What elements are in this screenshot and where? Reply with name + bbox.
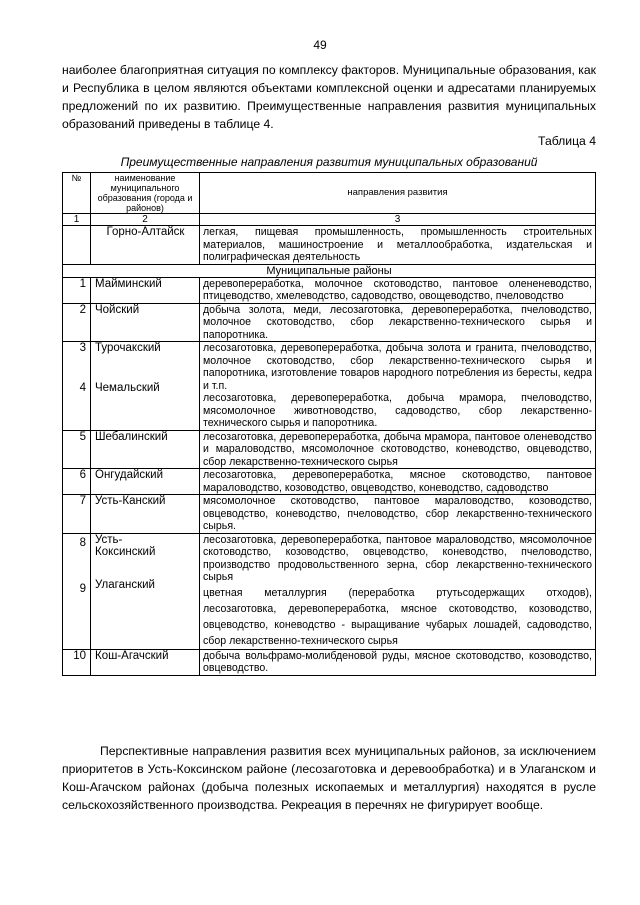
row-directions: лесозаготовка, деревопереработка, добыча золота и гранита, пчеловодство, молочное скотоводство, сбор лекарственно-технического сырья и папоротника, изготовление товаров народного потребления из бересты, кедра и т.п. (203, 342, 592, 392)
row-directions: добыча золота, меди, лесозаготовка, деревопереработка, пчеловодство, молочное скотоводство, сбор лекарственно-технического сырья и папоротника. (200, 303, 596, 342)
row-name: Усть-Коксинский (95, 533, 156, 558)
row-name-pair (91, 533, 200, 649)
row-num-pair (63, 533, 91, 649)
row-directions: добыча вольфрамо-молибденовой руды, мясное скотоводство, козоводство, овцеводство. (200, 649, 596, 675)
index-cell: 2 (91, 214, 200, 226)
row-num: 10 (63, 649, 91, 675)
table-row (63, 469, 596, 495)
row-directions: лесозаготовка, деревопереработка, пантовое мараловодство, мясомолочное скотоводство, козоводство, овцеводство, коневодство, пчеловодство, производство продовольственного зерна, сбор лекарственно-технического сырья (203, 533, 592, 583)
table-row (63, 277, 596, 303)
row-directions-pair (200, 533, 596, 649)
table-row (63, 430, 596, 469)
row-directions: деревопереработка, молочное скотоводство, пантовое олененеводство, птицеводство, хмелеводство, садоводство, овощеводство, пчеловодство (200, 277, 596, 303)
row-directions: цветная металлургия (переработка ртутьсодержащих отходов), лесозаготовка, деревопереработка, мясное скотоводство, козоводство, овцеводство, коневодство - выращивание чубарых лошадей, садоводство, сбор лекарственно-технического сырья (203, 586, 592, 647)
row-num-pair (63, 342, 91, 431)
row-num: 7 (63, 495, 91, 534)
index-cell: 3 (200, 214, 596, 226)
page-number: 49 (313, 38, 327, 52)
row-name: Чемальский (95, 381, 160, 394)
row-directions-pair (200, 342, 596, 431)
table-label: Таблица 4 (538, 134, 596, 148)
row-name: Майминский (91, 277, 200, 303)
row-name: Улаганский (95, 578, 155, 591)
row-directions: лесозаготовка, деревопереработка, добыча мрамора, пчеловодство, мясомолочное животноводство, садоводство, сбор лекарственно-технического сырья и папоротника. (203, 392, 592, 429)
section-row (63, 264, 596, 277)
row-num: 3 (79, 342, 86, 354)
table-row-merged (63, 342, 596, 431)
table-header-row (63, 173, 596, 214)
table-row (63, 495, 596, 534)
row-num: 4 (79, 381, 86, 394)
table-row (63, 649, 596, 675)
row-name: Кош-Агачский (91, 649, 200, 675)
row-num: 6 (63, 469, 91, 495)
row-name: Онгудайский (91, 469, 200, 495)
row-num: 5 (63, 430, 91, 469)
row-name: Усть-Канский (91, 495, 200, 534)
row-num: 9 (79, 583, 86, 595)
row-directions: лесозаготовка, деревопереработка, добыча мрамора, пантовое оленеводство и мараловодство, мясомолочное скотоводство, коневодство, овцеводство, сбор лекарственно-технического сырья (200, 430, 596, 469)
row-name: Горно-Алтайск (91, 226, 200, 265)
outro-paragraph: Перспективные направления развития всех муниципальных районов, за исключением приоритетов в Усть-Коксинском районе (лесозаготовка и деревообработка) и в Улаганском и Кош-Агачском районах (добыча полезных ископаемых и металлургия) находятся в русле сельскохозяйственного производства. Рекреация в перечнях не фигурирует вообще. (62, 744, 596, 812)
row-num (63, 226, 91, 265)
table-index-row (63, 214, 596, 226)
row-name: Чойский (91, 303, 200, 342)
directions-table (62, 172, 596, 676)
table-row-merged (63, 533, 596, 649)
row-name: Турочакский (95, 342, 161, 354)
row-directions: лесозаготовка, деревопереработка, мясное скотоводство, пантовое мараловодство, козоводство, овцеводство, коневодство, садоводство (200, 469, 596, 495)
row-num: 8 (79, 536, 86, 549)
row-num: 2 (63, 303, 91, 342)
table-row (63, 303, 596, 342)
header-num: № (63, 173, 91, 214)
row-directions: мясомолочное скотоводство, пантовое мараловодство, козоводство, овцеводство, коневодство, пчеловодство, сбор лекарственно-технического сырья. (200, 495, 596, 534)
index-cell: 1 (63, 214, 91, 226)
row-name: Шебалинский (91, 430, 200, 469)
row-name-pair (91, 342, 200, 431)
header-directions: направления развития (200, 173, 596, 214)
intro-paragraph: наиболее благоприятная ситуация по комплексу факторов. Муниципальные образования, как и Республика в целом являются объектами комплексной оценки и адресатами планируемых предложений по их развитию. Преимущественные направления развития муниципальных образований приведены в таблице 4. (62, 63, 596, 131)
row-directions: легкая, пищевая промышленность, промышленность строительных материалов, машиностроение и металлообработка, издательская и полиграфическая деятельность (200, 226, 596, 265)
header-name: наименование муниципального образования (города и районов) (91, 173, 200, 214)
table-title: Преимущественные направления развития муниципальных образований (120, 155, 538, 169)
table-row-city (63, 226, 596, 265)
row-num: 1 (63, 277, 91, 303)
section-title: Муниципальные районы (63, 264, 596, 277)
